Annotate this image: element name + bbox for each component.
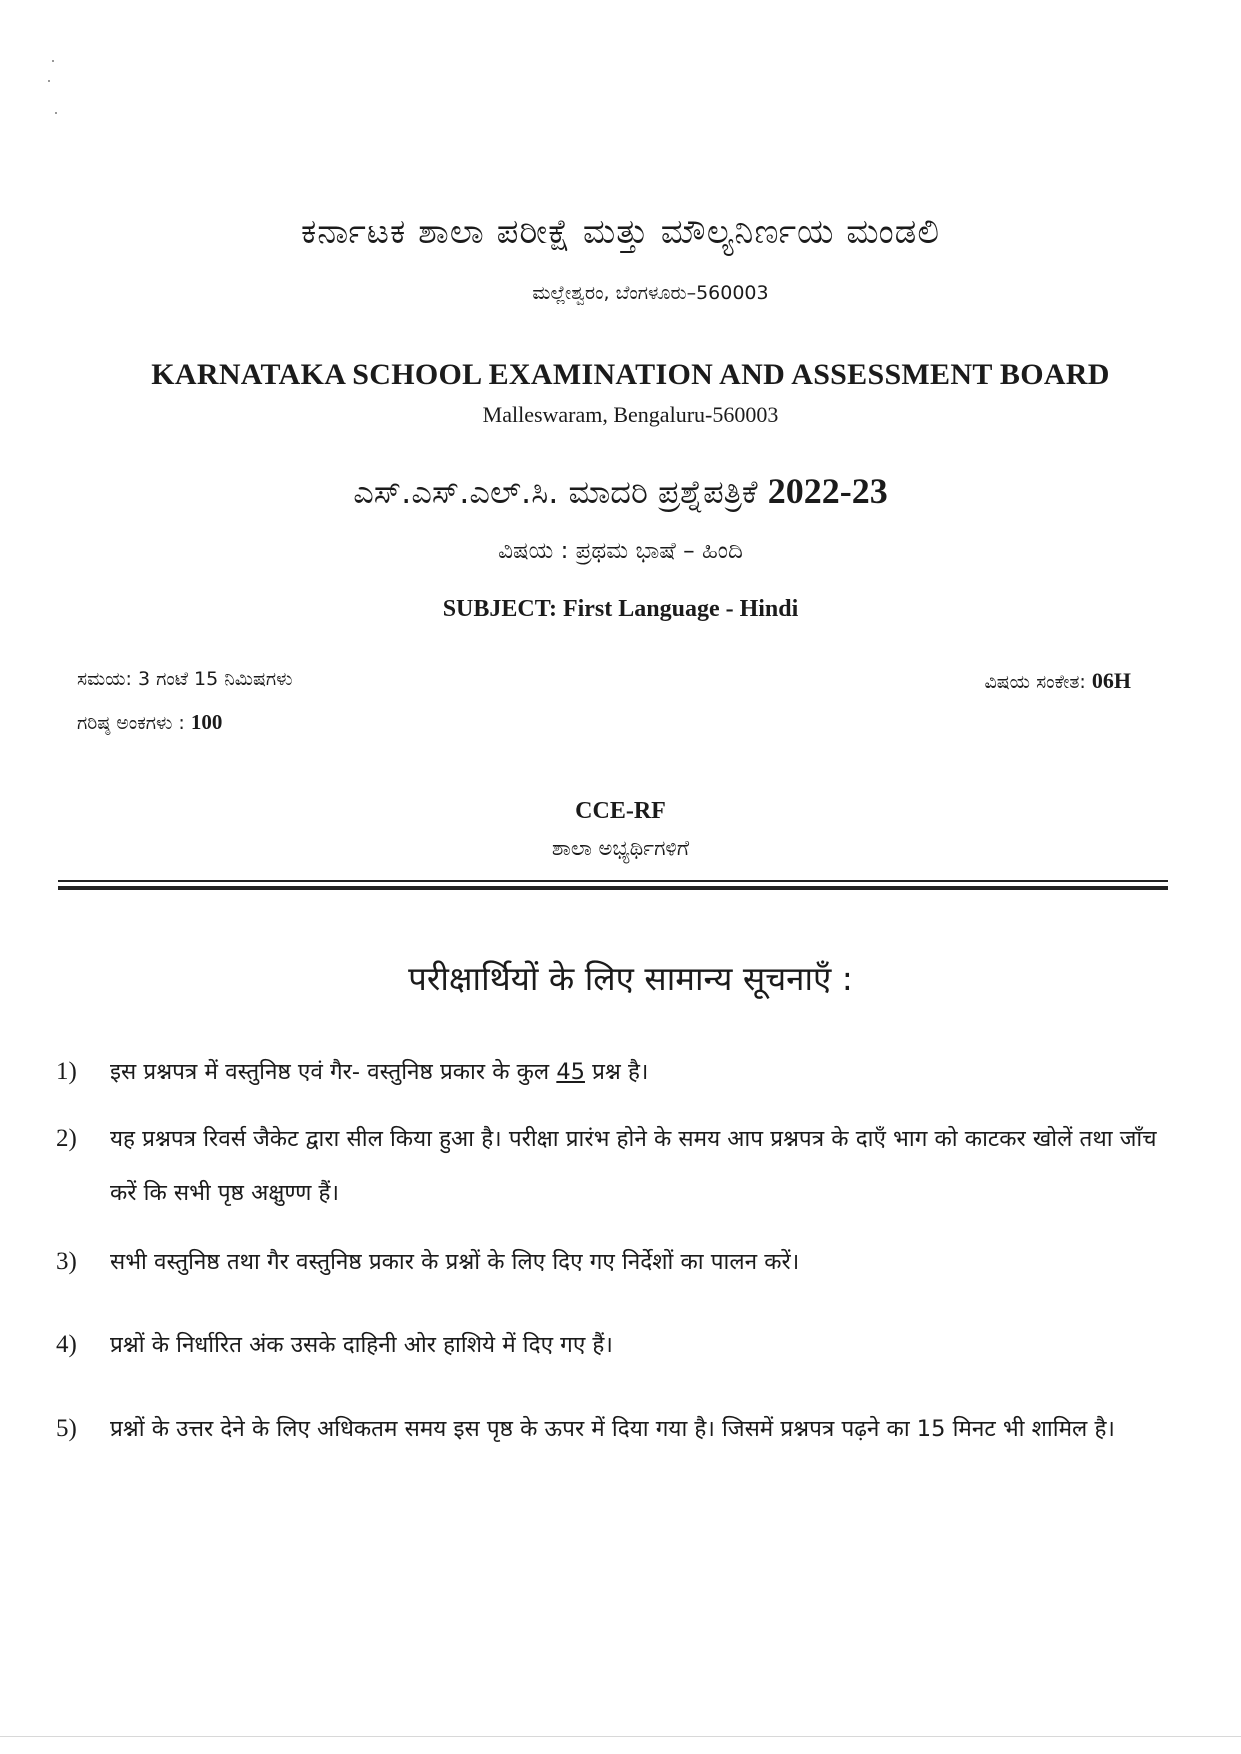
scan-speck <box>52 60 54 62</box>
subject-english <box>0 596 1241 623</box>
instruction-item <box>56 1235 1166 1289</box>
subject-code-value: 06H <box>1091 668 1131 693</box>
question-count: 45 <box>556 1059 585 1085</box>
scan-speck <box>48 80 50 82</box>
board-address-english: Malleswaram, Bengaluru-560003 <box>482 402 779 427</box>
instruction-text: सभी वस्तुनिष्ठ तथा गैर वस्तुनिष्ठ प्रकार के प्रश्नों के लिए दिए गए निर्देशों का पालन करें। <box>110 1249 800 1275</box>
scan-speck <box>55 112 57 114</box>
subject-code-label: ವಿಷಯ ಸಂಕೇತ: <box>984 671 1086 693</box>
exam-duration: ಸಮಯ: 3 ಗಂಟೆ 15 ನಿಮಿಷಗಳು <box>77 668 293 690</box>
instruction-text <box>110 1045 1166 1099</box>
instruction-number: 2) <box>56 1125 77 1152</box>
subject-code <box>985 668 1132 694</box>
subject-english-label: SUBJECT: <box>442 596 557 622</box>
instruction-item <box>56 1045 1166 1099</box>
board-address-kannada: ಮಲ್ಲೇಶ್ವರಂ, ಬೆಂಗಳೂರು–560003 <box>532 282 769 304</box>
divider-thick <box>58 886 1168 890</box>
instructions-heading: परीक्षार्थियों के लिए सामान्य सूचनाएँ : <box>408 959 853 998</box>
board-title-kannada: ಕರ್ನಾಟಕ ಶಾಲಾ ಪರೀಕ್ಷೆ ಮತ್ತು ಮೌಲ್ಯನಿರ್ಣಯ ಮಂಡಲಿ <box>300 212 940 252</box>
max-marks-label: ಗರಿಷ್ಠ ಅಂಕಗಳು : <box>77 712 185 734</box>
subject-english-value: First Language - Hindi <box>562 596 799 622</box>
paper-year: 2022-23 <box>767 471 888 511</box>
paper-title <box>0 470 1241 512</box>
paper-title-kannada: ಎಸ್.ಎಸ್.ಎಲ್.ಸಿ. ಮಾದರಿ ಪ್ರಶ್ನೆಪತ್ರಿಕೆ <box>353 473 758 511</box>
instruction-number: 1) <box>56 1058 77 1085</box>
instruction-text-before: इस प्रश्नपत्र में वस्तुनिष्ठ एवं गैर- वस्तुनिष्ठ प्रकार के कुल <box>110 1059 550 1085</box>
candidate-type: ಶಾಲಾ ಅಭ್ಯರ್ಥಿಗಳಿಗೆ <box>551 836 690 860</box>
instruction-text: प्रश्नों के उत्तर देने के लिए अधिकतम समय इस पृष्ठ के ऊपर में दिया गया है। जिसमें प्रश्नपत्र पढ़ने का 15 मिनट भी शामिल है। <box>110 1416 1115 1442</box>
board-title-english: KARNATAKA SCHOOL EXAMINATION AND ASSESSMENT BOARD <box>151 358 1110 391</box>
instruction-item <box>56 1112 1166 1220</box>
scan-edge <box>0 1736 1241 1737</box>
instruction-text-after: प्रश्न है। <box>592 1059 649 1085</box>
divider-thin <box>58 880 1168 882</box>
instruction-number: 3) <box>56 1248 77 1275</box>
max-marks <box>77 710 222 735</box>
max-marks-value: 100 <box>190 710 223 734</box>
scheme-code: CCE-RF <box>575 798 666 824</box>
subject-kannada: ವಿಷಯ : ಪ್ರಥಮ ಭಾಷೆ – ಹಿಂದಿ <box>498 538 743 564</box>
instruction-number: 4) <box>56 1331 77 1358</box>
instruction-number: 5) <box>56 1415 77 1442</box>
instruction-item <box>56 1318 1166 1372</box>
instruction-item <box>56 1402 1166 1456</box>
instruction-text: प्रश्नों के निर्धारित अंक उसके दाहिनी ओर हाशिये में दिए गए हैं। <box>110 1332 613 1358</box>
instruction-text: यह प्रश्नपत्र रिवर्स जैकेट द्वारा सील किया हुआ है। परीक्षा प्रारंभ होने के समय आप प्रश्नपत्र के दाएँ भाग को काटकर खोलें तथा जाँच करें कि सभी पृष्ठ अक्षुण्ण हैं। <box>110 1126 1157 1206</box>
